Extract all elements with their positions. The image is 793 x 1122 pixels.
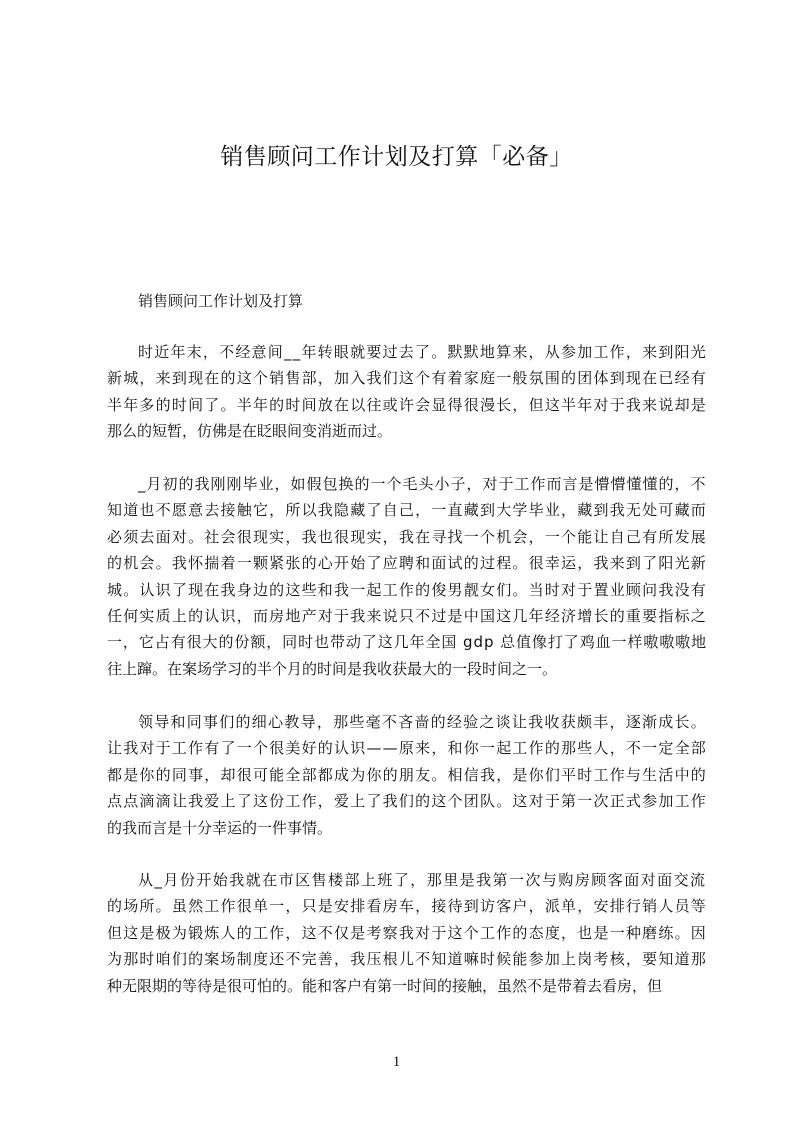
paragraph-line: 那么的短暂，仿佛是在眨眼间变消逝而过。 xyxy=(107,422,393,441)
paragraph-line: 种无限期的等待是很可怕的。能和客户有第一时间的接触，虽然不是带着去看房，但 xyxy=(107,976,663,995)
paragraph-line: 半年多的时间了。半年的时间放在以往或许会显得很漫长，但这半年对于我来说却是 xyxy=(107,395,708,414)
paragraph-line: 往上蹿。在案场学习的半个月的时间是我收获最大的一段时间之一。 xyxy=(107,659,558,678)
page-number: 1 xyxy=(392,1054,401,1070)
paragraph-line: 必须去面对。社会很现实，我也很现实，我在寻找一个机会，一个能让自己有所发展 xyxy=(107,527,708,546)
paragraph-line: 的机会。我怀揣着一颗紧张的心开始了应聘和面试的过程。很幸运，我来到了阳光新 xyxy=(107,554,708,573)
paragraph-line: 城。认识了现在我身边的这些和我一起工作的俊男靓女们。当时对于置业顾问我没有 xyxy=(107,580,708,599)
paragraph-line: 领导和同事们的细心教导，那些毫不吝啬的经验之谈让我收获颇丰，逐渐成长。 xyxy=(138,713,708,731)
paragraph-line: 都是你的同事，却很可能全部都成为你的朋友。相信我，是你们平时工作与生活中的 xyxy=(107,765,708,784)
paragraph-line: 的场所。虽然工作很单一，只是安排看房车，接待到访客户，派单，安排行销人员等 xyxy=(107,897,708,916)
paragraph-line: 任何实质上的认识，而房地产对于我来说只不过是中国这几年经济增长的重要指标之 xyxy=(107,607,708,625)
paragraph-line: 新城，来到现在的这个销售部，加入我们这个有着家庭一般氛围的团体到现在已经有 xyxy=(107,369,708,388)
paragraph-line: _月初的我刚刚毕业，如假包换的一个毛头小子，对于工作而言是懵懵懂懂的，不 xyxy=(138,475,707,493)
paragraph-line: 的我而言是十分幸运的一件事情。 xyxy=(107,818,333,837)
paragraph-line: 时近年末，不经意间__年转眼就要过去了。默默地算来，从参加工作，来到阳光 xyxy=(138,343,708,361)
paragraph-line: 一，它占有很大的份额，同时也带动了这几年全国 gdp 总值像打了鸡血一样嗷嗷嗷地 xyxy=(107,633,708,652)
paragraph-line: 从_月份开始我就在市区售楼部上班了，那里是我第一次与购房顾客面对面交流 xyxy=(138,871,707,889)
paragraph-line: 为那时咱们的案场制度还不完善，我压根儿不知道嘛时候能参加上岗考核，要知道那 xyxy=(107,950,708,969)
paragraph-line: 让我对于工作有了一个很美好的认识——原来，和你一起工作的那些人，不一定全部 xyxy=(107,739,708,758)
paragraph-line: 知道也不愿意去接触它，所以我隐藏了自己，一直藏到大学毕业，藏到我无处可藏而 xyxy=(107,501,708,520)
document-title: 销售顾问工作计划及打算「必备」 xyxy=(220,144,573,170)
document-subtitle: 销售顾问工作计划及打算 xyxy=(138,292,304,310)
paragraph-line: 但这是极为锻炼人的工作，这不仅是考察我对于这个工作的态度，也是一种磨练。因 xyxy=(107,923,708,942)
paragraph-line: 点点滴滴让我爱上了这份工作，爱上了我们的这个团队。这对于第一次正式参加工作 xyxy=(107,792,708,811)
